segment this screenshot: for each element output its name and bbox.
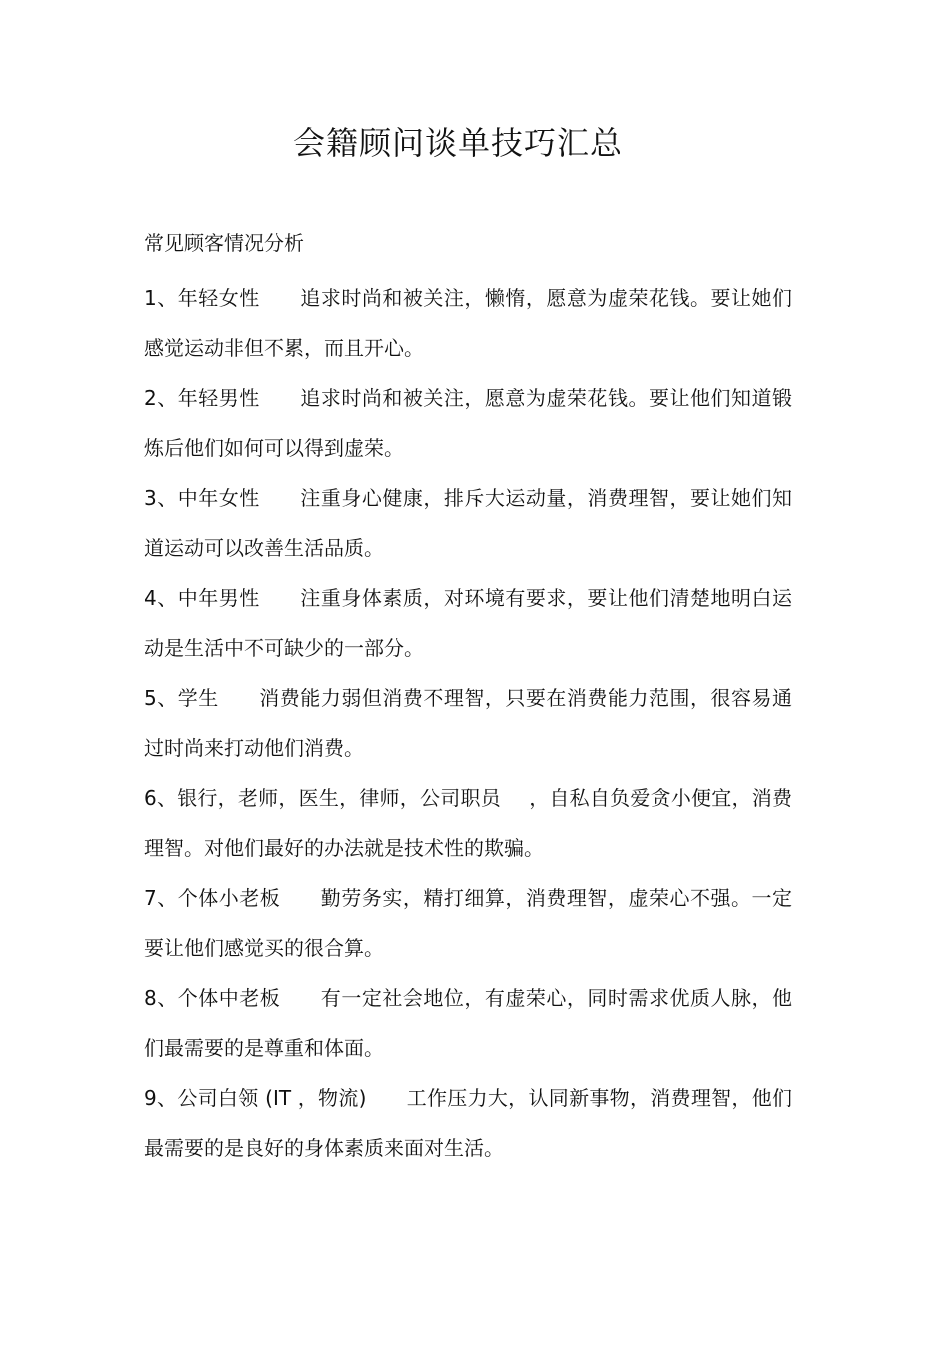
item-category: 银行，老师，医生，律师，公司职员 [177, 786, 501, 810]
list-item [144, 673, 792, 773]
list-item [144, 573, 792, 673]
item-description: 注重身体素质，对环境有要求，要让他们清楚地明白运动是生活中不可缺少的一部分。 [144, 586, 793, 660]
item-category: 中年女性 [177, 486, 260, 510]
item-description: 注重身心健康，排斥大运动量，消费理智，要让她们知道运动可以改善生活品质。 [144, 486, 793, 560]
item-category: 个体小老板 [177, 886, 281, 910]
document-body [144, 223, 792, 1173]
list-item [144, 873, 792, 973]
item-number: 3、 [144, 486, 178, 510]
item-number: 5、 [144, 686, 178, 710]
item-number: 4、 [144, 586, 178, 610]
item-number: 8、 [144, 986, 178, 1010]
item-category: 学生 [177, 686, 219, 710]
item-description: ，自私自负爱贪小便宜，消费理智。对他们最好的办法就是技术性的欺骗。 [144, 786, 792, 860]
item-description: 勤劳务实，精打细算，消费理智，虚荣心不强。一定要让他们感觉买的很合算。 [144, 886, 793, 960]
item-category: 公司白领 (IT ，物流) [177, 1086, 367, 1110]
document-title: 会籍顾问谈单技巧汇总 [292, 124, 623, 162]
list-item [144, 1073, 792, 1173]
item-description: 有一定社会地位，有虚荣心，同时需求优质人脉，他们最需要的是尊重和体面。 [144, 986, 793, 1060]
item-number: 1、 [144, 286, 178, 310]
item-category: 中年男性 [177, 586, 260, 610]
list-item [144, 973, 792, 1073]
item-category: 个体中老板 [177, 986, 281, 1010]
item-number: 7、 [144, 886, 178, 910]
list-item [144, 273, 792, 373]
item-category: 年轻女性 [177, 286, 260, 310]
list-item [144, 373, 792, 473]
item-number: 9、 [144, 1086, 178, 1110]
item-description: 追求时尚和被关注，懒惰，愿意为虚荣花钱。要让她们感觉运动非但不累，而且开心。 [144, 286, 793, 360]
item-description: 消费能力弱但消费不理智，只要在消费能力范围，很容易通过时尚来打动他们消费。 [144, 686, 793, 760]
list-item [144, 773, 792, 873]
section-heading: 常见顾客情况分析 [144, 231, 304, 255]
item-description: 追求时尚和被关注，愿意为虚荣花钱。要让他们知道锻炼后他们如何可以得到虚荣。 [144, 386, 793, 460]
item-number: 2、 [144, 386, 178, 410]
item-category: 年轻男性 [177, 386, 260, 410]
item-number: 6、 [144, 786, 178, 810]
item-description: 工作压力大，认同新事物，消费理智，他们最需要的是良好的身体素质来面对生活。 [144, 1086, 793, 1160]
list-item [144, 473, 792, 573]
